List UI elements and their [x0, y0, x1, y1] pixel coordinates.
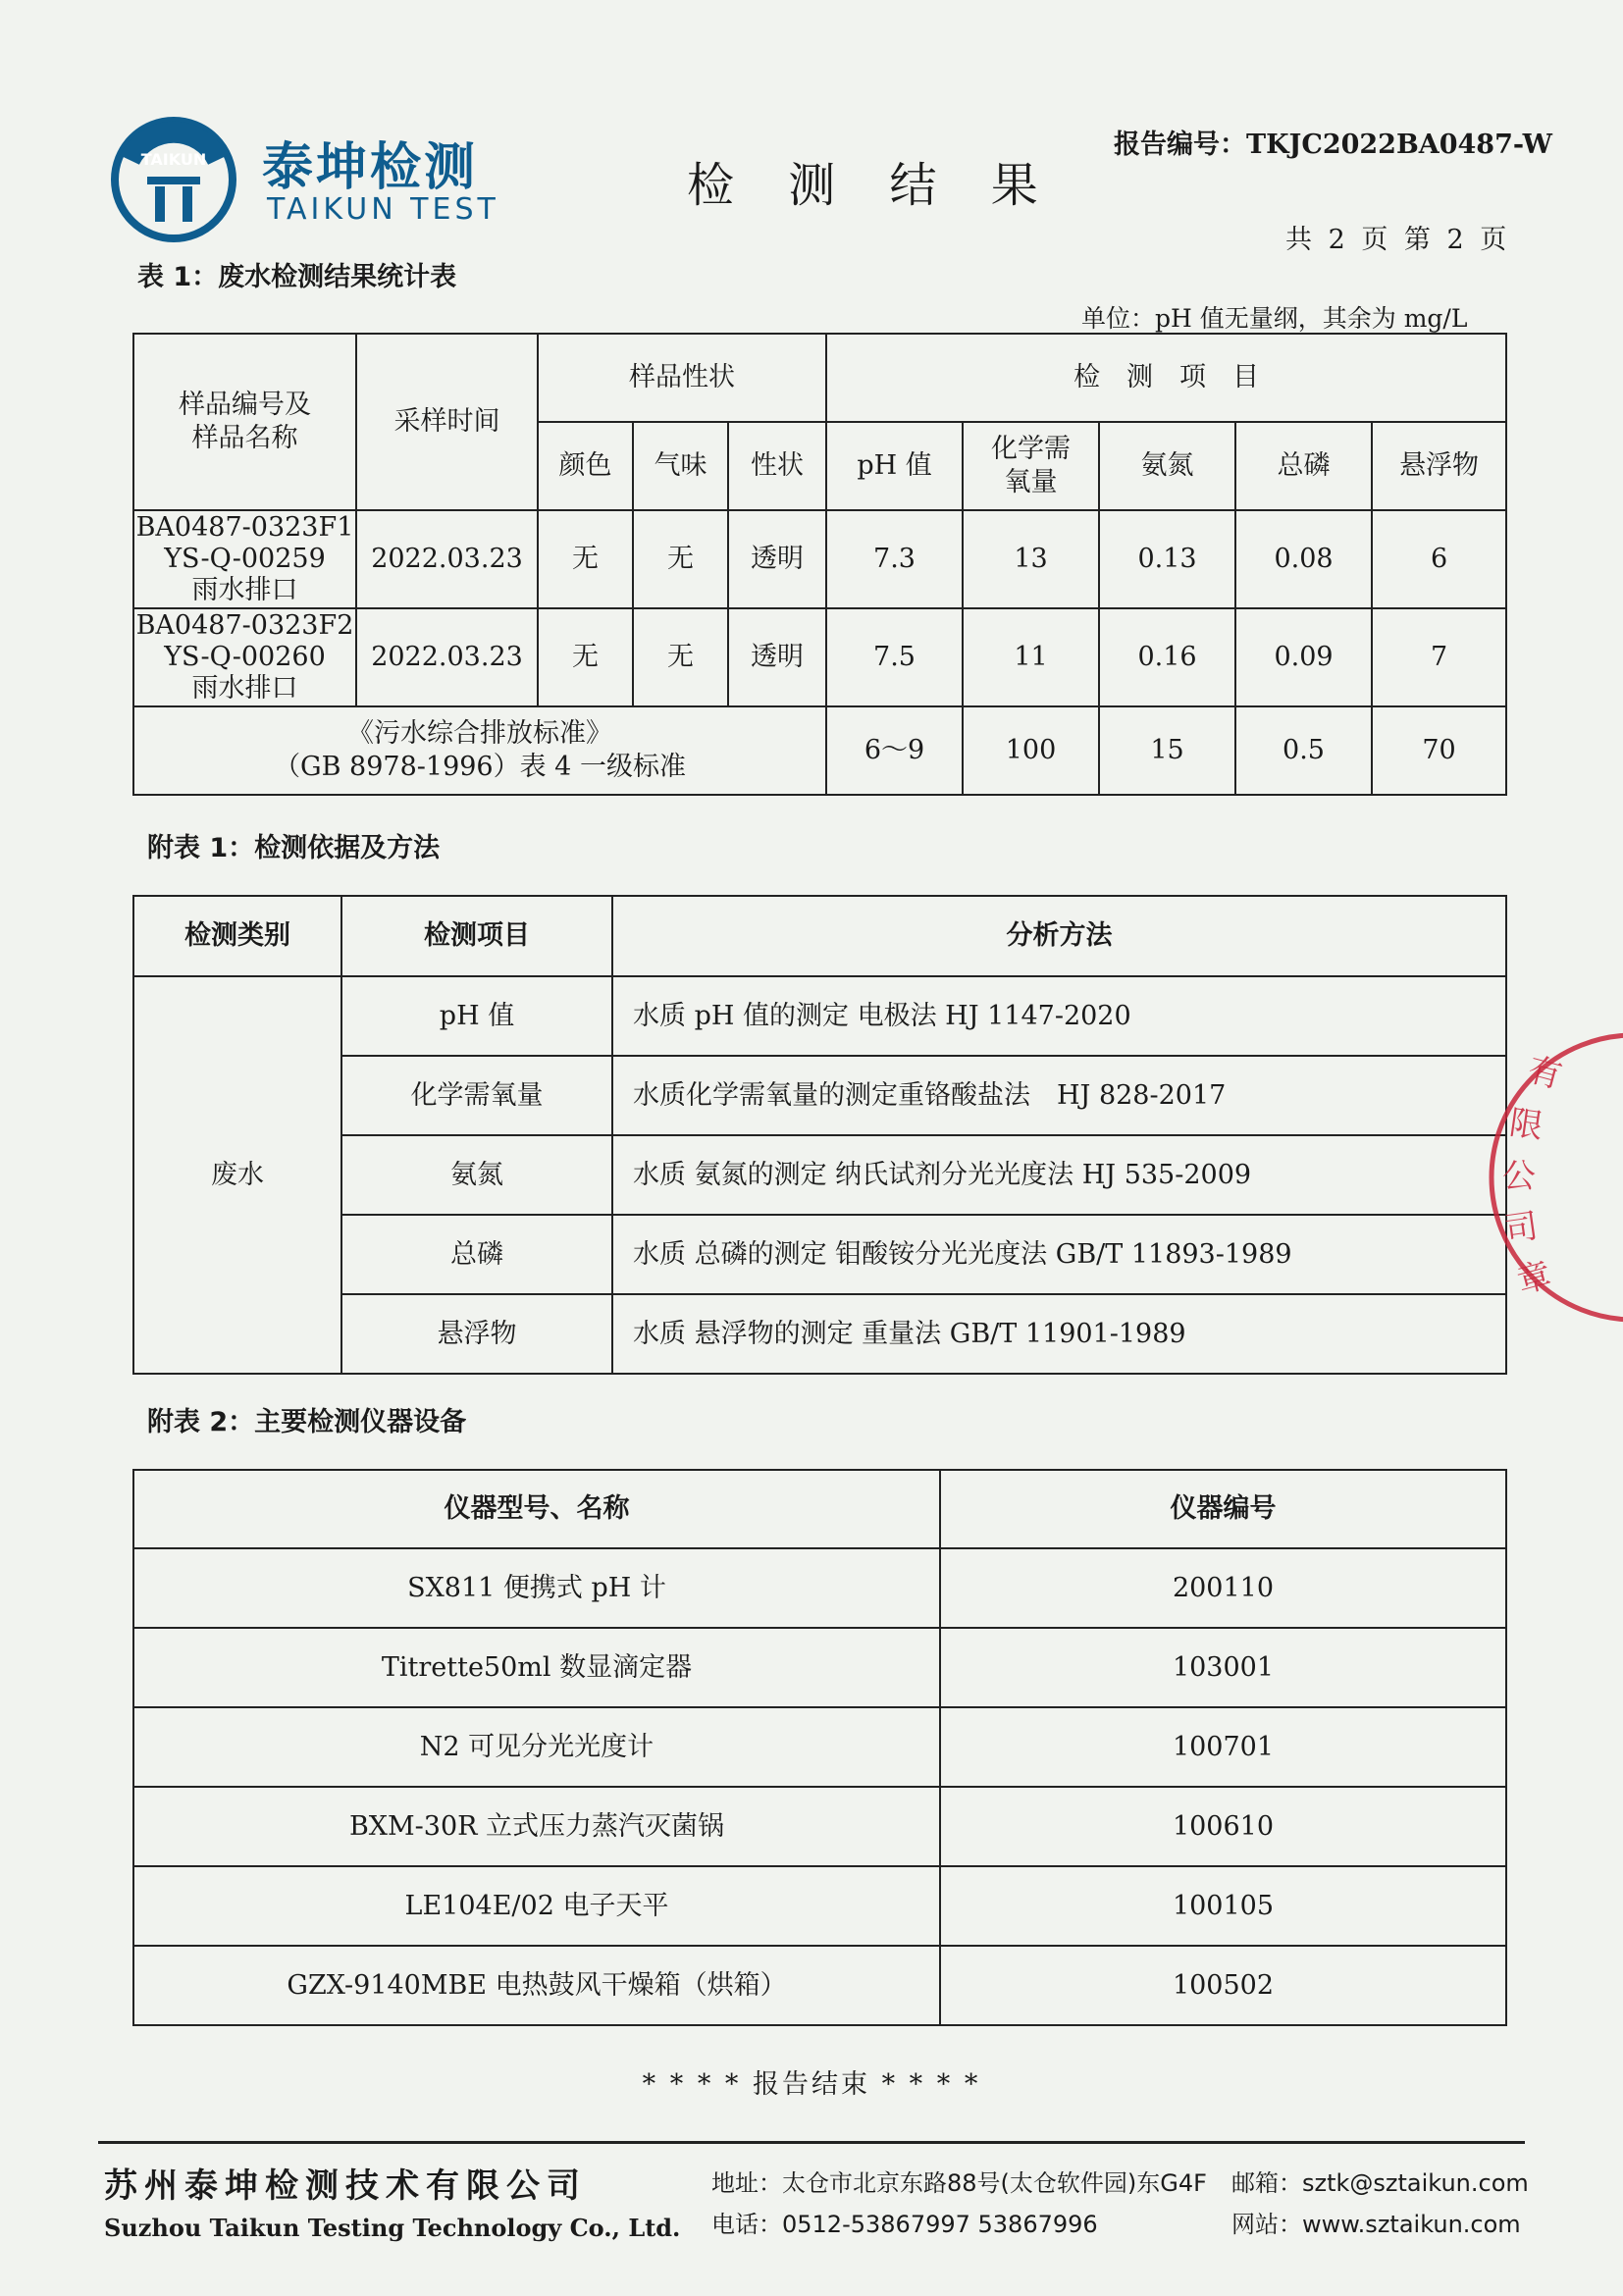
report-end-mark: * * * * 报告结束 * * * *	[642, 2069, 981, 2100]
cell-time: 2022.03.23	[356, 608, 538, 706]
cell-color: 无	[538, 608, 633, 706]
svg-text:TAIKUN: TAIKUN	[140, 150, 207, 169]
cell-item: pH 值	[341, 976, 612, 1056]
cell-model: N2 可见分光光度计	[133, 1707, 940, 1787]
cell-method: 水质化学需氧量的测定重铬酸盐法 HJ 828-2017	[612, 1056, 1506, 1135]
table2-title: 附表 1：检测依据及方法	[147, 833, 441, 863]
cell-sample: BA0487-0323F1 YS-Q-00259 雨水排口	[133, 510, 356, 608]
svg-text:司: 司	[1501, 1206, 1541, 1250]
header-state: 性状	[728, 422, 826, 510]
cell-cod: 11	[963, 608, 1099, 706]
company-phone: 电话：0512-53867997 53867996	[711, 2211, 1098, 2238]
cell-ph: 7.5	[826, 608, 963, 706]
cell-code: 100610	[940, 1787, 1506, 1866]
header-color: 颜色	[538, 422, 633, 510]
company-name-cn: 苏州泰坤检测技术有限公司	[104, 2166, 587, 2206]
svg-text:公: 公	[1502, 1157, 1536, 1196]
cell-ph: 7.3	[826, 510, 963, 608]
company-email: 邮箱：sztk@sztaikun.com	[1231, 2169, 1529, 2197]
cell-item: 总磷	[341, 1215, 612, 1294]
table3-title: 附表 2：主要检测仪器设备	[147, 1407, 467, 1437]
header-props: 样品性状	[538, 334, 826, 422]
standard-nh3: 15	[1099, 706, 1235, 795]
cell-code: 200110	[940, 1548, 1506, 1628]
standard-ph: 6～9	[826, 706, 963, 795]
header-nh3: 氨氮	[1099, 422, 1235, 510]
cell-time: 2022.03.23	[356, 510, 538, 608]
svg-text:章: 章	[1512, 1255, 1556, 1302]
cell-category: 废水	[133, 976, 341, 1374]
table-row	[133, 976, 1506, 1056]
cell-ss: 7	[1372, 608, 1506, 706]
cell-code: 103001	[940, 1628, 1506, 1707]
cell-item: 悬浮物	[341, 1294, 612, 1374]
header-cod: 化学需 氧量	[963, 422, 1099, 510]
cell-code: 100105	[940, 1866, 1506, 1946]
company-name-en: Suzhou Taikun Testing Technology Co., Ltd.	[104, 2214, 681, 2242]
brand-name-cn: 泰坤检测	[262, 138, 479, 197]
taikun-logo-icon	[110, 116, 237, 243]
cell-model: BXM-30R 立式压力蒸汽灭菌锅	[133, 1787, 940, 1866]
cell-model: GZX-9140MBE 电热鼓风干燥箱（烘箱）	[133, 1946, 940, 2025]
cell-nh3: 0.16	[1099, 608, 1235, 706]
brand-name-en: TAIKUN TEST	[267, 192, 499, 227]
header-odor: 气味	[633, 422, 728, 510]
document-title: 检 测 结 果	[687, 158, 1058, 213]
table-row	[133, 510, 1506, 608]
header-item: 检测项目	[341, 896, 612, 976]
header-method: 分析方法	[612, 896, 1506, 976]
standard-tp: 0.5	[1235, 706, 1372, 795]
cell-nh3: 0.13	[1099, 510, 1235, 608]
seal-stamp-icon	[1467, 1030, 1623, 1325]
company-website: 网站：www.sztaikun.com	[1231, 2211, 1521, 2238]
cell-tp: 0.08	[1235, 510, 1372, 608]
table-row	[133, 1548, 1506, 1628]
cell-ss: 6	[1372, 510, 1506, 608]
footer-divider	[98, 2141, 1525, 2144]
results-table	[132, 333, 1507, 796]
header-sample: 样品编号及 样品名称	[133, 334, 356, 510]
header-items: 检 测 项 目	[826, 334, 1506, 422]
header-code: 仪器编号	[940, 1470, 1506, 1548]
cell-method: 水质 氨氮的测定 纳氏试剂分光光度法 HJ 535-2009	[612, 1135, 1506, 1215]
table-row	[133, 1707, 1506, 1787]
header-category: 检测类别	[133, 896, 341, 976]
header-time: 采样时间	[356, 334, 538, 510]
cell-odor: 无	[633, 608, 728, 706]
cell-cod: 13	[963, 510, 1099, 608]
table1-title: 表 1：废水检测结果统计表	[137, 262, 457, 292]
table-row	[133, 608, 1506, 706]
cell-model: Titrette50ml 数显滴定器	[133, 1628, 940, 1707]
report-number: 报告编号：TKJC2022BA0487-W	[1114, 130, 1552, 160]
cell-code: 100502	[940, 1946, 1506, 2025]
header-ph: pH 值	[826, 422, 963, 510]
table-row	[133, 1946, 1506, 2025]
cell-code: 100701	[940, 1707, 1506, 1787]
header-tp: 总磷	[1235, 422, 1372, 510]
table-row	[133, 1628, 1506, 1707]
standard-cod: 100	[963, 706, 1099, 795]
cell-model: LE104E/02 电子天平	[133, 1866, 940, 1946]
cell-state: 透明	[728, 608, 826, 706]
svg-text:限: 限	[1506, 1103, 1545, 1147]
cell-method: 水质 悬浮物的测定 重量法 GB/T 11901-1989	[612, 1294, 1506, 1374]
company-logo	[110, 116, 502, 243]
instruments-table	[132, 1469, 1507, 2026]
unit-note: 单位：pH 值无量纲，其余为 mg/L	[1081, 304, 1468, 333]
company-address: 地址：太仓市北京东路88号(太仓软件园)东G4F	[711, 2169, 1207, 2197]
cell-color: 无	[538, 510, 633, 608]
standard-ss: 70	[1372, 706, 1506, 795]
cell-state: 透明	[728, 510, 826, 608]
methods-table	[132, 895, 1507, 1375]
cell-method: 水质 pH 值的测定 电极法 HJ 1147-2020	[612, 976, 1506, 1056]
cell-model: SX811 便携式 pH 计	[133, 1548, 940, 1628]
header-model: 仪器型号、名称	[133, 1470, 940, 1548]
cell-item: 化学需氧量	[341, 1056, 612, 1135]
cell-tp: 0.09	[1235, 608, 1372, 706]
cell-item: 氨氮	[341, 1135, 612, 1215]
table-row	[133, 1866, 1506, 1946]
standard-row	[133, 706, 1506, 795]
cell-sample: BA0487-0323F2 YS-Q-00260 雨水排口	[133, 608, 356, 706]
header-ss: 悬浮物	[1372, 422, 1506, 510]
cell-odor: 无	[633, 510, 728, 608]
standard-label: 《污水综合排放标准》 （GB 8978-1996）表 4 一级标准	[133, 706, 826, 795]
cell-method: 水质 总磷的测定 钼酸铵分光光度法 GB/T 11893-1989	[612, 1215, 1506, 1294]
svg-text:有: 有	[1523, 1050, 1566, 1097]
table-row	[133, 1787, 1506, 1866]
page-info: 共 2 页 第 2 页	[1285, 225, 1511, 255]
